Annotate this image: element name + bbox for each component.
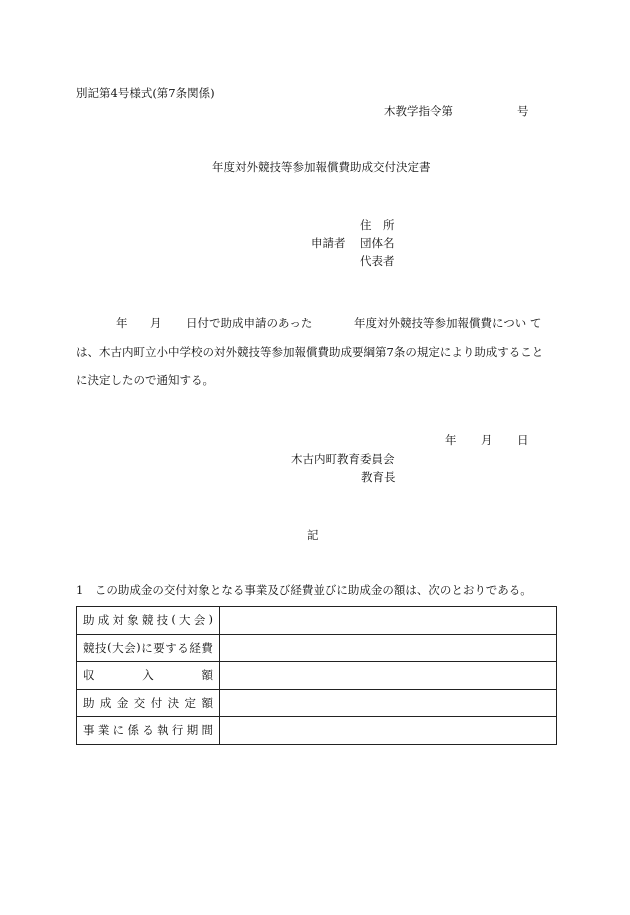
issuer-board: 木古内町教育委員会 — [291, 452, 395, 466]
table-row — [77, 717, 557, 745]
issuer-title: 教育長 — [361, 470, 396, 484]
table-row — [77, 662, 557, 690]
row-label-cell — [77, 689, 220, 717]
reference-number-prefix: 木教学指令第 — [384, 104, 453, 118]
representative-label: 代表者 — [360, 254, 395, 268]
row-value-cell[interactable] — [220, 717, 557, 745]
date-month: 月 — [481, 433, 493, 447]
row-value-cell[interactable] — [220, 607, 557, 635]
table-row — [77, 634, 557, 662]
date-year: 年 — [445, 433, 457, 447]
organization-label: 団体名 — [360, 236, 395, 250]
body-line1-rest: 年度対外競技等参加報償費につい て — [354, 316, 542, 330]
address-label: 住 所 — [360, 218, 395, 232]
body-line3: に決定したので通知する。 — [76, 373, 214, 387]
body-month: 月 — [150, 316, 162, 330]
date-day: 日 — [517, 433, 529, 447]
row-label: 助 成 金 交 付 決 定 額 — [83, 695, 213, 710]
applicant-role: 申請者 — [311, 236, 346, 250]
section-1-text: 1 この助成金の交付対象となる事業及び経費並びに助成金の額は、次のとおりである。 — [76, 583, 532, 597]
table-row — [77, 689, 557, 717]
row-value-cell[interactable] — [220, 689, 557, 717]
row-label-cell — [77, 607, 220, 635]
row-label: 助 成 対 象 競 技 ( 大 会 ) — [83, 612, 213, 628]
body-day-text: 日付で助成申請のあった — [186, 316, 313, 330]
row-label-cell — [77, 717, 220, 745]
row-label: 事 業 に 係 る 執 行 期 間 — [83, 723, 213, 738]
row-value-cell[interactable] — [220, 634, 557, 662]
body-year: 年 — [116, 316, 128, 330]
row-label: 競 技 ( 大 会 ) に 要 す る 経 費 — [83, 639, 213, 655]
document-title: 年度対外競技等参加報償費助成交付決定書 — [212, 160, 431, 174]
row-label-cell — [77, 662, 220, 690]
row-value-cell[interactable] — [220, 662, 557, 690]
row-label-cell — [77, 634, 220, 662]
form-label: 別記第4号様式(第7条関係) — [76, 86, 215, 100]
row-label: 収 入 額 — [83, 668, 213, 683]
body-line2: は、木古内町立小中学校の対外競技等参加報償費助成要綱第7条の規定により助成すること — [76, 345, 544, 359]
reference-number-suffix: 号 — [517, 104, 529, 118]
table-row — [77, 607, 557, 635]
grant-details-table — [76, 606, 557, 745]
ki-marker: 記 — [307, 528, 319, 542]
